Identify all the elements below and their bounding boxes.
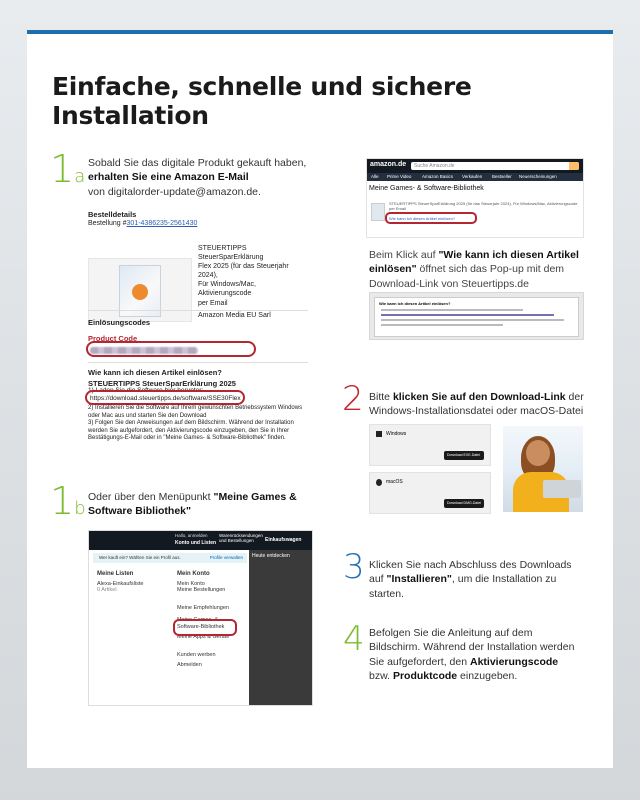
download-url[interactable]: https://download.steuertipps.de/software/SSE30Flex [90, 395, 241, 402]
cart-icon[interactable]: Einkaufswagen [265, 537, 302, 543]
howto-step1: 1) Laden Sie die Software hier herunter: [88, 387, 204, 394]
divider [88, 310, 308, 311]
amazon-search[interactable]: Suche Amazon.de [411, 162, 579, 170]
dark-side [249, 550, 313, 706]
profile-banner: Wer kauft ein? Wählen Sie ein Profil aus. Profile verwalten [93, 553, 247, 563]
games-library-highlight [173, 619, 237, 636]
email-screenshot [84, 206, 314, 441]
amazon-header-bar: Hallo, anmelden Konto und Listen Warenrücksendungen und Bestellungen Einkaufswagen [89, 531, 312, 550]
library-item-thumb [371, 203, 385, 221]
windows-box: Windows Download EXE-Datei [369, 424, 491, 466]
step-3-text: Klicken Sie nach Abschluss des Downloads auf "Installieren", um die Installation zu starten. [369, 559, 572, 600]
order-number: Bestellung #301-4386235-2561430 [88, 220, 198, 227]
redeem-link[interactable]: Wie kann ich diesen Artikel einlösen? [389, 216, 456, 221]
howto-step3: 3) Folgen Sie den Anweisungen auf dem Bildschirm. Während der Installation werden Sie aufgefordert, den Aktivierungscode einzugeben, den Sie in Ihrer Bestätigungs-E-Mail oder in "Meine Games- & Software-Bibliothek" finden. [88, 420, 294, 441]
windows-download-button[interactable]: Download EXE-Datei [444, 451, 484, 460]
product-description: STEUERTIPPS SteuerSparErklärung Flex 2025 (für das Steuerjahr 2024), Für Windows/Mac, Aktivierungscode per Email Amazon Media EU Sarl [198, 245, 289, 319]
howto-product: STEUERTIPPS SteuerSparErklärung 2025 [88, 379, 236, 388]
games-library-menu-item[interactable]: Meine Games- & Software-Bibliothek [177, 617, 225, 630]
popup-window: Wie kann ich diesen Artikel einlösen? [374, 297, 579, 337]
howto-step2: 2) Installieren Sie die Software auf Ihrem gewünschten Betriebssystem Windows oder Mac aus und starten Sie den Download [88, 405, 303, 419]
amazon-nav: Alle Prime Video Amazon Basics Verkaufen Bestseller Neuerscheinungen [367, 173, 583, 181]
account-menu-screenshot: Hallo, anmelden Konto und Listen Warenrücksendungen und Bestellungen Einkaufswagen Heute entdecken Wer kauft ein? Wählen Sie ein Profil aus. Profile verwalten Meine Listen Alexa-Einkaufsliste 0 Artikel Mein Konto Mein Konto Meine Bestellungen Meine Empfehlungen Meine Games- & Software-Bibliothek Meine Apps & Geräte Kunden werben Abmelden [88, 530, 313, 706]
macos-download-button[interactable]: Download DMG-Datei [444, 499, 484, 508]
popup-screenshot [369, 292, 584, 340]
popup-explanation: Beim Klick auf "Wie kann ich diesen Artikel einlösen" öffnet sich das Pop-up mit dem Download-Link von Steuertipps.de [369, 249, 579, 290]
divider-2 [88, 362, 308, 363]
redeem-link-highlight [385, 212, 477, 224]
amazon-logo: amazon.de [370, 161, 407, 168]
product-code-label: Product Code [88, 334, 138, 343]
library-item-text: STEUERTIPPS SteuerSparErklärung 2025 (für das Steuerjahr 2024), Für Windows/Mac, Aktivierungscode per Email [389, 201, 578, 211]
macos-box: macOS Download DMG-Datei [369, 472, 491, 514]
download-url-highlight [85, 390, 245, 405]
windows-icon [376, 431, 382, 437]
page-title: Einfache, schnelle und sichere Installation [52, 72, 472, 130]
step-1a-number: 1a [50, 147, 86, 191]
download-panel [369, 424, 493, 516]
codes-heading: Einlösungscodes [88, 318, 151, 327]
amazon-header [367, 159, 583, 173]
step-4-text: Befolgen Sie die Anleitung auf dem Bildschirm. Während der Installation werden Sie aufgefordert, den Aktivierungscode bzw. Produktcode einzugeben. [369, 627, 575, 683]
woman-with-laptop-photo [503, 426, 583, 512]
search-icon[interactable] [569, 162, 579, 170]
howto-heading: Wie kann ich diesen Artikel einlösen? [88, 368, 222, 377]
step-4-number: 4 [343, 619, 365, 659]
library-title: Meine Games- & Software-Bibliothek [369, 185, 484, 192]
product-code-highlight [86, 341, 256, 357]
step-1b-text: Oder über den Menüpunkt "Meine Games & Software Bibliothek" [88, 491, 297, 518]
account-column: Mein Konto Mein Konto Meine Bestellungen Meine Empfehlungen Meine Games- & Software-Bibliothek Meine Apps & Geräte Kunden werben Abmelden [177, 571, 233, 668]
order-details-heading: Bestelldetails [88, 210, 137, 219]
amazon-library-screenshot [366, 158, 584, 238]
step-2-number: 2 [342, 379, 364, 419]
step-2-text: Bitte klicken Sie auf den Download-Link der Windows-Installationsdatei oder macOS-Datei [369, 391, 584, 418]
step-1a-text: Sobald Sie das digitale Produkt gekauft haben, erhalten Sie eine Amazon E-Mail von digitalorder-update@amazon.de. [88, 157, 307, 198]
step-1b-number: 1b [50, 479, 86, 523]
lists-column: Meine Listen Alexa-Einkaufsliste 0 Artikel [97, 571, 144, 593]
step-3-number: 3 [343, 547, 365, 587]
product-image [88, 258, 192, 322]
laptop-icon [543, 480, 581, 498]
apple-icon [376, 479, 382, 486]
